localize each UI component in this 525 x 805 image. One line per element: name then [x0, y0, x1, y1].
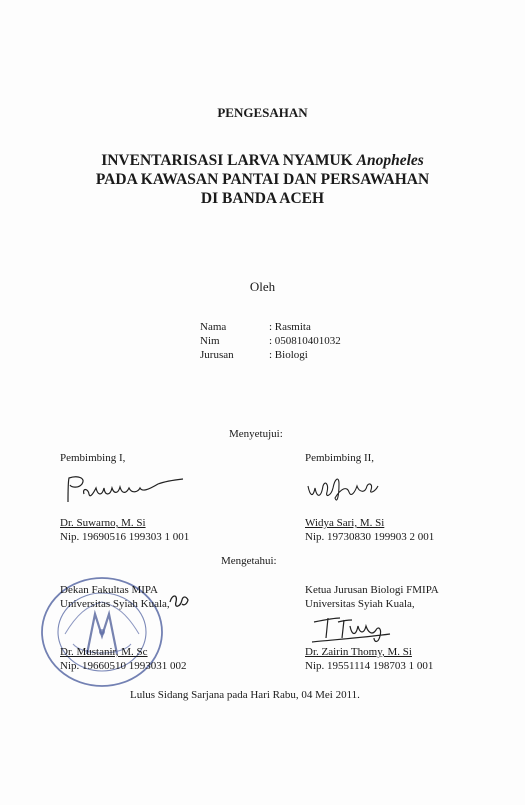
dekan-nip: Nip. 19660510 1993031 002 — [60, 660, 187, 672]
pembimbing-1-role: Pembimbing I, — [60, 452, 126, 464]
pembimbing-2-nip: Nip. 19730830 199903 2 001 — [305, 531, 435, 543]
pembimbing-1-name: Dr. Suwarno, M. Si — [60, 517, 146, 529]
nama-value: : Rasmita — [269, 321, 311, 333]
ketua-role-line-2: Universitas Syiah Kuala, — [305, 598, 415, 610]
nama-label: Nama — [200, 321, 227, 333]
mengetahui-label: Mengetahui: — [221, 555, 277, 567]
oleh-label: Oleh — [249, 279, 276, 294]
dekan-role-line-2: Universitas Syiah Kuala, — [60, 598, 170, 610]
page-heading: PENGESAHAN — [217, 105, 308, 120]
thesis-title-line-3: DI BANDA ACEH — [200, 190, 325, 207]
dekan-name: Dr. Mustanir, M. Sc — [60, 646, 148, 658]
ketua-role-line-1: Ketua Jurusan Biologi FMIPA — [305, 584, 439, 596]
pembimbing-2-name: Widya Sari, M. Si — [305, 517, 385, 529]
ketua-nip: Nip. 19551114 198703 1 001 — [305, 660, 434, 672]
ketua-signature — [310, 612, 392, 648]
nim-value: : 050810401032 — [269, 335, 341, 347]
jurusan-value: : Biologi — [269, 349, 308, 361]
footer-note: Lulus Sidang Sarjana pada Hari Rabu, 04 Mei 2011. — [130, 689, 360, 701]
pembimbing-2-signature — [305, 474, 380, 506]
dekan-signature — [168, 592, 190, 612]
nim-label: Nim — [200, 335, 220, 347]
thesis-title-line-1 — [0, 152, 525, 170]
ketua-name: Dr. Zairin Thomy, M. Si — [305, 646, 412, 658]
title-text: INVENTARISASI LARVA NYAMUK — [101, 152, 357, 169]
jurusan-label: Jurusan — [200, 349, 234, 361]
pembimbing-1-signature — [62, 474, 187, 506]
menyetujui-label: Menyetujui: — [229, 428, 283, 440]
dekan-role-line-1: Dekan Fakultas MIPA — [60, 584, 158, 596]
thesis-title-line-2: PADA KAWASAN PANTAI DAN PERSAWAHAN — [95, 171, 430, 188]
title-species: Anopheles — [356, 152, 424, 169]
pembimbing-1-nip: Nip. 19690516 199303 1 001 — [60, 531, 190, 543]
pembimbing-2-role: Pembimbing II, — [305, 452, 375, 464]
